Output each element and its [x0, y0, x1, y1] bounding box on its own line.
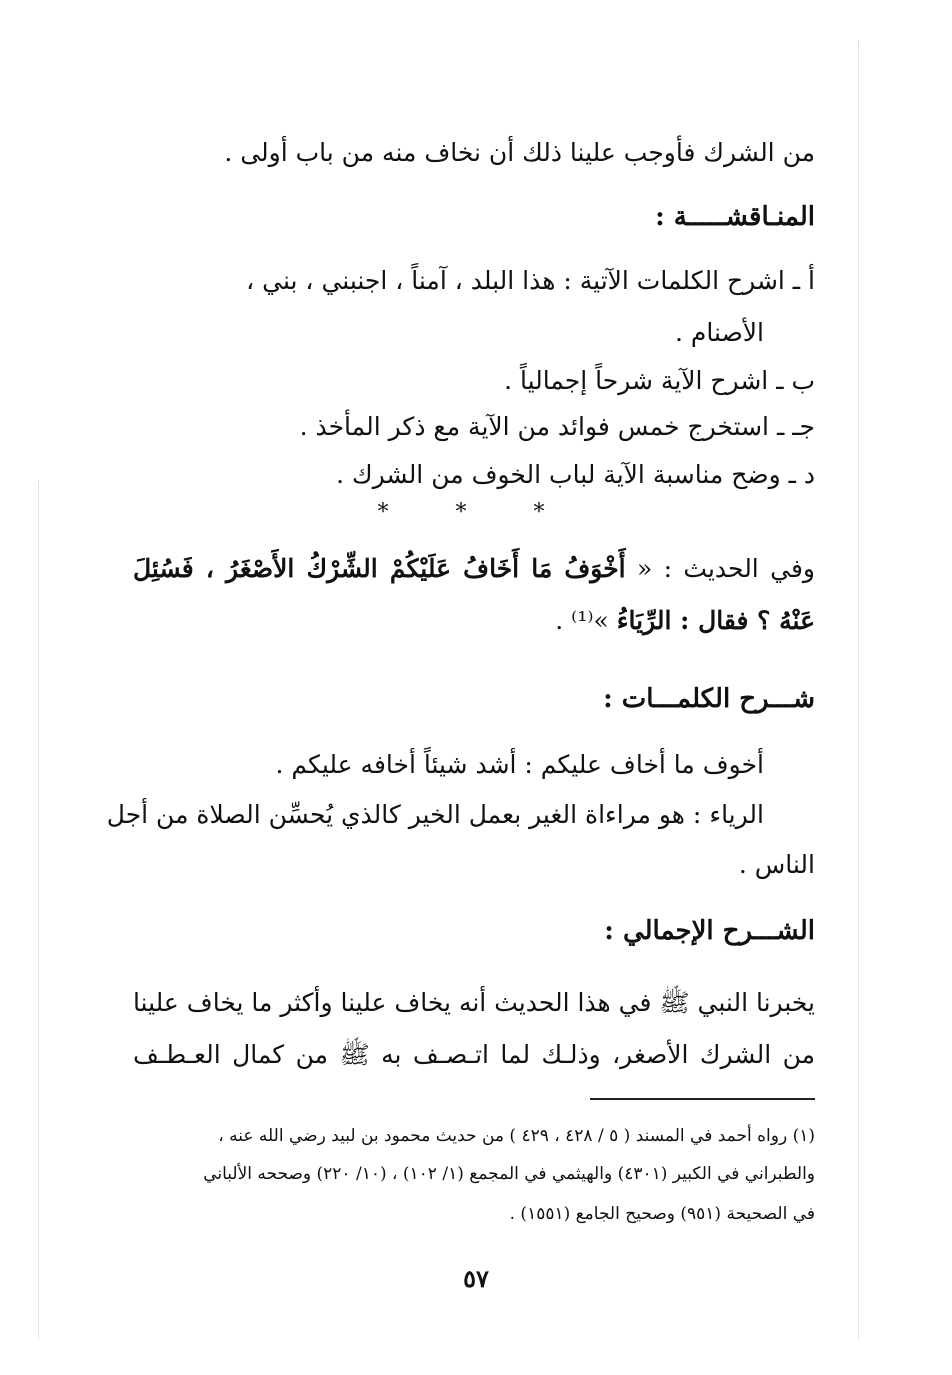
page-edge-right: [858, 40, 860, 1340]
word-2-label: الرياء: [709, 800, 764, 829]
page-edge-left: [38, 480, 40, 1340]
hadith-text-2: عَنْهُ ؟ فقال : الرِّيَاءُ: [616, 606, 815, 635]
footnote-separator: [590, 1098, 815, 1100]
heading-general-explanation: الشـــرح الإجمالي :: [604, 916, 815, 946]
heading-word-explanation: شـــرح الكلمـــات :: [603, 684, 815, 714]
section-separator-stars: * * *: [377, 500, 575, 525]
word-1-label: أخوف ما أخاف عليكم: [540, 750, 764, 779]
footnote-line-2: والطبراني في الكبير (٤٣٠١) والهيثمي في المجمع (١/ ١٠٢) ، (١٠/ ٢٢٠) وصححه الألباني: [203, 1164, 815, 1184]
hadith-line-1: [133, 552, 815, 586]
hadith-text-1: أَخْوَفُ مَا أَخَافُ عَلَيْكُمْ الشِّرْكُ الأَصْغَرُ ، فَسُئِلَ: [133, 554, 626, 583]
heading-discussion: المنـاقشـــــة :: [655, 202, 815, 232]
paragraph-line-2: من الشرك الأصغر، وذلـك لما اتـصـف به ﷺ من كمال العـطـف: [133, 1040, 815, 1069]
word-2-meaning: : هو مراءاة الغير بعمل الخير كالذي يُحسِّن الصلاة من أجل: [106, 800, 710, 829]
hadith-closing: »⁽¹⁾ .: [555, 606, 617, 635]
question-d: د ـ وضح مناسبة الآية لباب الخوف من الشرك .: [336, 460, 815, 489]
word-2-continued: الناس .: [738, 850, 815, 879]
question-a-line-1: أ ـ اشرح الكلمات الآتية : هذا البلد ، آمناً ، اجنبني ، بني ،: [246, 266, 815, 295]
paragraph-line-1: يخبرنا النبي ﷺ في هذا الحديث أنه يخاف علينا وأكثر ما يخاف علينا: [132, 988, 815, 1017]
question-a-line-2: الأصنام .: [675, 318, 764, 347]
footnote-line-1: (١) رواه أحمد في المسند ( ٥ / ٤٢٨ ، ٤٢٩ ) من حديث محمود بن لبيد رضي الله عنه ،: [218, 1126, 815, 1146]
question-c: جـ ـ استخرج خمس فوائد من الآية مع ذكر المأخذ .: [299, 412, 815, 441]
page-number: ٥٧: [463, 1264, 489, 1293]
word-1: [276, 748, 764, 782]
hadith-intro: وفي الحديث : «: [625, 554, 815, 583]
text-line-1: من الشرك فأوجب علينا ذلك أن نخاف منه من باب أولى .: [224, 138, 815, 167]
hadith-line-2: [555, 604, 815, 638]
footnote-line-3: في الصحيحة (٩٥١) وصحيح الجامع (١٥٥١) .: [509, 1204, 815, 1224]
question-b: ب ـ اشرح الآية شرحاً إجمالياً .: [504, 366, 815, 395]
word-1-meaning: : أشد شيئاً أخافه عليكم .: [275, 750, 541, 779]
word-2: [107, 798, 764, 832]
